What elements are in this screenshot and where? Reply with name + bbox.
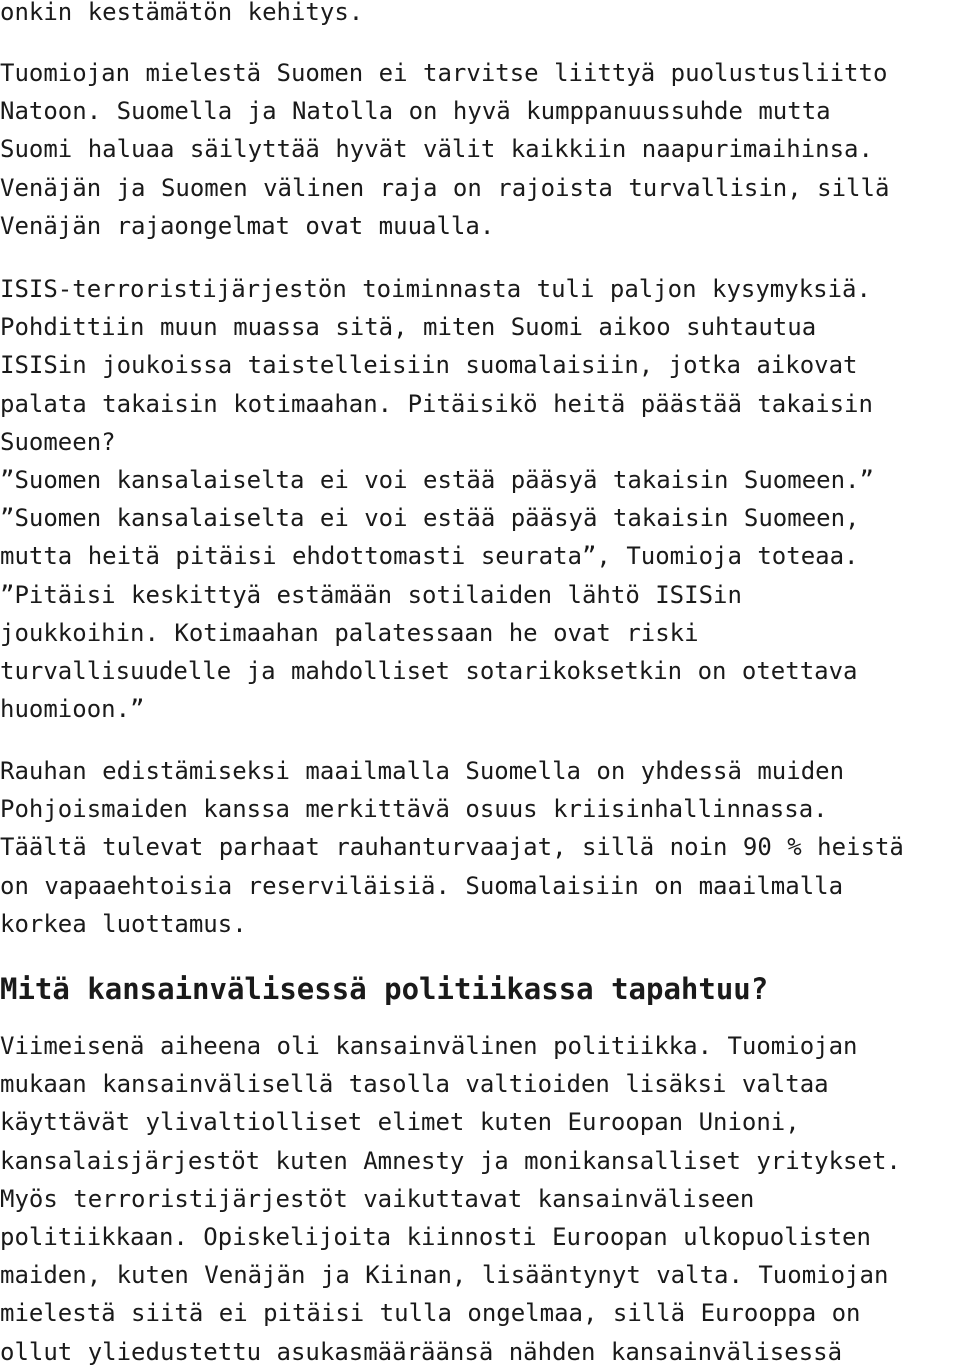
paragraph-peacekeeping <box>0 752 958 943</box>
text-line: ollut yliedustettu asukasmääräänsä nähden kansainvälisessä <box>0 1337 843 1366</box>
text-line: Rauhan edistämiseksi maailmalla Suomella on yhdessä muiden <box>0 757 845 785</box>
paragraph-isis <box>0 270 958 728</box>
text-line: mukaan kansainvälisellä tasolla valtioiden lisäksi valtaa <box>0 1070 829 1099</box>
text-line: ”Pitäisi keskittyä estämään sotilaiden lähtö ISISin <box>0 580 742 609</box>
text-line: Natoon. Suomella ja Natolla on hyvä kumppanuussuhde mutta <box>0 97 831 126</box>
text-line: mutta heitä pitäisi ehdottomasti seurata”, Tuomioja toteaa. <box>0 542 859 571</box>
text-line: Myös terroristijärjestöt vaikuttavat kansainväliseen <box>0 1184 755 1213</box>
text-line: Venäjän rajaongelmat ovat muualla. <box>0 211 495 240</box>
text-line: on vapaaehtoisia reserviläisiä. Suomalaisiin on maailmalla <box>0 871 844 900</box>
paragraph-international-politics <box>0 1027 958 1368</box>
text-line: politiikkaan. Opiskelijoita kiinnosti Euroopan ulkopuolisten <box>0 1223 871 1252</box>
section-heading: Mitä kansainvälisessä politiikassa tapahtuu? <box>0 972 769 1006</box>
text-line: palata takaisin kotimaahan. Pitäisikö heitä päästää takaisin <box>0 389 873 418</box>
text-line: Pohdittiin muun muassa sitä, miten Suomi aikoo suhtautua <box>0 313 817 342</box>
text-line: Viimeisenä aiheena oli kansainvälinen politiikka. Tuomiojan <box>0 1032 858 1060</box>
text-line: onkin kestämätön kehitys. <box>0 0 364 26</box>
text-line: mielestä siitä ei pitäisi tulla ongelmaa, sillä Eurooppa on <box>0 1299 861 1328</box>
paragraph-nato <box>0 54 958 245</box>
text-line: ISISin joukoissa taistelleisiin suomalaisiin, jotka aikovat <box>0 351 858 380</box>
text-line: Tuomiojan mielestä Suomen ei tarvitse liittyä puolustusliitto <box>0 59 888 87</box>
text-line: turvallisuudelle ja mahdolliset sotarikoksetkin on otettava <box>0 657 858 686</box>
text-line: kansalaisjärjestöt kuten Amnesty ja monikansalliset yritykset. <box>0 1146 901 1175</box>
text-line: Venäjän ja Suomen välinen raja on rajoista turvallisin, sillä <box>0 173 890 202</box>
paragraph-intro-tail <box>0 0 958 31</box>
text-line: Pohjoismaiden kanssa merkittävä osuus kriisinhallinnassa. <box>0 795 828 824</box>
text-line: ”Suomen kansalaiselta ei voi estää pääsyä takaisin Suomeen.” <box>0 466 874 495</box>
text-line: käyttävät ylivaltiolliset elimet kuten Euroopan Unioni, <box>0 1108 800 1137</box>
text-line: huomioon.” <box>0 695 145 724</box>
text-line: joukkoihin. Kotimaahan palatessaan he ovat riski <box>0 618 699 647</box>
text-line: Täältä tulevat parhaat rauhanturvaajat, sillä noin 90 % heistä <box>0 833 904 862</box>
text-line: ISIS-terroristijärjestön toiminnasta tuli paljon kysymyksiä. <box>0 275 871 303</box>
text-line: ”Suomen kansalaiselta ei voi estää pääsyä takaisin Suomeen, <box>0 504 860 533</box>
text-line: Suomeen? <box>0 427 116 456</box>
text-line: korkea luottamus. <box>0 909 247 938</box>
text-line: maiden, kuten Venäjän ja Kiinan, lisääntynyt valta. Tuomiojan <box>0 1261 889 1290</box>
text-line: Suomi haluaa säilyttää hyvät välit kaikkiin naapurimaihinsa. <box>0 135 873 164</box>
